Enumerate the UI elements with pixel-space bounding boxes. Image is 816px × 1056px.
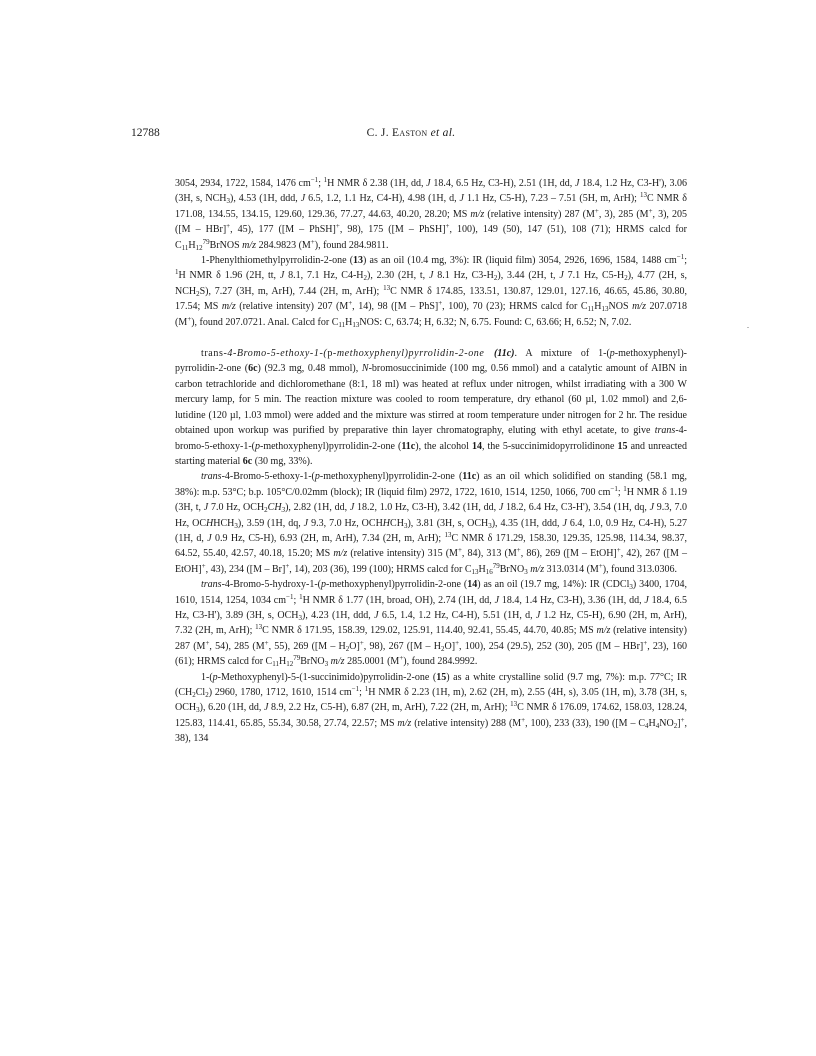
running-head xyxy=(131,127,691,143)
text-run: C NMR δ 176.09, 174.62, 158.03, 128.24, 125.83, 114.41, 65.85, 55.34, 30.58, 27.74, 22.57; MS xyxy=(175,702,687,729)
text-run: H NMR δ 1.19 (3H, t, xyxy=(175,486,687,514)
text-run: 1-( xyxy=(201,671,213,683)
text-run: 13 xyxy=(255,623,263,632)
text-run: (relative intensity) 287 (M xyxy=(484,208,595,220)
text-run: 13 xyxy=(352,320,360,329)
text-run: HCH xyxy=(213,517,235,529)
text-run: , 100), 70 (23); HRMS calcd for C xyxy=(442,301,588,313)
text-run: + xyxy=(226,222,231,231)
text-run: 15 xyxy=(617,440,628,452)
text-run: ), 4.53 (1H, ddd, xyxy=(229,193,301,205)
text-run: H xyxy=(648,717,656,729)
text-run: 18.4, 1.2 Hz, C3-H'), 3.06 (3H, s, NCH xyxy=(175,178,687,205)
author-initials: C. J. xyxy=(366,127,393,139)
text-run: N xyxy=(361,363,369,375)
text-run: 18.4, 1.4 Hz, C3-H), 3.36 (1H, dd, xyxy=(499,594,645,606)
text-run: , 100), 149 (50), 147 (51), 108 (71); HRMS calcd for C xyxy=(175,224,688,251)
text-run: ; xyxy=(617,486,624,498)
text-run: + xyxy=(521,715,526,724)
text-run: trans xyxy=(201,348,224,360)
text-run: 285.0001 (M xyxy=(344,656,400,668)
text-run: + xyxy=(187,314,192,323)
paragraph-experimental-11c xyxy=(175,346,687,469)
text-run: ), 4.77 (2H, s, NCH xyxy=(175,270,687,297)
text-run: 13 xyxy=(639,191,647,200)
text-run: + xyxy=(445,222,450,231)
text-run: 4 xyxy=(655,721,660,730)
text-run: + xyxy=(359,638,364,647)
running-head-author xyxy=(131,127,691,139)
text-run: 2 xyxy=(345,644,350,653)
text-run: Cl xyxy=(195,687,206,698)
text-run: NOS: C, 63.74; H, 6.32; N, 6.75. Found: C, 63.66; H, 6.52; N, 7.02. xyxy=(359,316,632,328)
text-run: 284.9823 (M xyxy=(256,239,311,251)
text-run: 18.4, 6.5 Hz, C3-H), 2.51 (1H, dd, xyxy=(430,178,576,189)
text-run: m/z xyxy=(632,301,646,313)
text-run: + xyxy=(594,206,599,215)
text-run: 18.2, 6.4 Hz, C3-H'), 3.54 (1H, dq, xyxy=(503,502,650,514)
text-run: J xyxy=(349,502,355,514)
text-run: C NMR δ 174.85, 133.51, 130.87, 129.01, 127.16, 46.65, 45.86, 30.80, 17.54; MS xyxy=(175,285,687,313)
text-run: + xyxy=(455,638,460,647)
text-run: -4-Bromo-5-ethoxy-1-( xyxy=(221,471,315,483)
text-run: + xyxy=(335,222,340,231)
text-run: trans xyxy=(201,579,222,591)
text-run: 7.0 Hz, OCH xyxy=(208,502,265,514)
text-run: H xyxy=(278,656,287,668)
text-run: ) as an oil (10.4 mg, 3%): IR (liquid film) 3054, 2926, 1696, 1584, 1488 cm xyxy=(363,255,677,267)
text-run: J xyxy=(426,178,431,189)
text-run: 18.4, 6.5 Hz, C3-H'), 3.89 (3H, s, OCH xyxy=(175,594,687,621)
text-run: 14 xyxy=(467,579,478,591)
text-run: (30 mg, 33%). xyxy=(252,455,313,467)
text-run: 13 xyxy=(510,700,518,709)
text-run: ) as an oil (19.7 mg, 14%): IR (CDCl xyxy=(477,579,630,591)
text-run: , 3), 205 ([M – HBr] xyxy=(175,208,687,236)
text-run: 16 xyxy=(485,567,493,576)
text-run: , 14), 203 (36), 199 (100); HRMS calcd for C xyxy=(289,563,472,575)
text-run: 3 xyxy=(281,506,286,515)
text-run: H NMR δ 2.23 (1H, m), 2.62 (2H, m), 2.55 (4H, s), 3.05 (1H, m), 3.78 (3H, s, OCH xyxy=(175,687,688,714)
text-run: 2 xyxy=(192,691,196,699)
text-run: 1 xyxy=(623,484,627,493)
text-run: 13 xyxy=(444,530,452,539)
margin-mark xyxy=(747,327,749,328)
text-run: 2 xyxy=(264,506,268,515)
text-run: J xyxy=(562,517,567,529)
text-run: (relative intensity) 315 (M xyxy=(347,548,458,560)
text-run: and unreacted starting material xyxy=(175,440,687,467)
text-run: 2 xyxy=(196,289,200,298)
text-run: 79 xyxy=(202,237,210,246)
text-run: 3 xyxy=(629,583,633,592)
text-run: , the 5-succinimidopyrrolidinone xyxy=(481,440,618,452)
text-run: J xyxy=(649,502,655,514)
text-run: 11c xyxy=(462,471,477,483)
text-run: , 45), 177 ([M – PhSH] xyxy=(230,224,336,236)
paragraph-compound-14-data xyxy=(175,577,687,669)
text-run: p xyxy=(254,440,260,452)
text-run: H NMR δ 1.96 (2H, tt, xyxy=(178,270,280,282)
text-run: S), 7.27 (3H, m, ArH), 7.44 (2H, m, ArH); xyxy=(199,285,384,297)
text-run: 12 xyxy=(195,243,203,252)
text-run: 6c xyxy=(248,363,258,375)
text-run: -4-Bromo-5-ethoxy-1-( xyxy=(223,348,328,360)
text-run: 11 xyxy=(181,243,189,252)
text-run: + xyxy=(399,654,404,663)
text-run: 8.1, 7.1 Hz, C4-H xyxy=(284,270,364,282)
text-run: -4-Bromo-5-hydroxy-1-( xyxy=(221,579,321,591)
text-run: 79 xyxy=(293,654,301,663)
text-run: 11 xyxy=(272,660,279,669)
text-run: 3 xyxy=(234,521,238,530)
text-run: J xyxy=(498,502,504,514)
text-run: 1.1 Hz, C5-H), 7.23 – 7.51 (5H, m, ArH); xyxy=(463,193,640,205)
text-run: . A mixture of 1-( xyxy=(514,348,610,360)
text-run: (relative intensity) 207 (M xyxy=(235,301,349,313)
text-run: 4 xyxy=(645,721,649,730)
text-run: + xyxy=(348,299,353,308)
text-run: ) 3400, 1704, 1610, 1514, 1254, 1034 cm xyxy=(175,579,688,606)
text-run: J xyxy=(374,609,379,621)
author-surname: Easton xyxy=(392,127,428,139)
text-run: 3 xyxy=(488,521,492,530)
text-run: , 100), 233 (33), 190 ([M – C xyxy=(525,717,646,729)
text-run: , 14), 98 ([M – PhS] xyxy=(352,301,439,313)
text-run: p xyxy=(320,579,326,591)
text-run: C NMR δ 171.29, 158.30, 129.35, 125.98, 114.34, 98.37, 64.52, 55.40, 42.57, 40.18, 15.20; MS xyxy=(175,532,687,560)
text-run: p xyxy=(327,348,333,360)
text-run: C NMR δ 171.08, 134.55, 134.15, 129.60, 129.36, 77.27, 44.63, 40.20, 28.20; MS xyxy=(175,193,688,220)
text-run: ), 3.44 (2H, t, xyxy=(497,270,560,282)
text-run: H xyxy=(345,316,353,328)
text-run: 8.1 Hz, C3-H xyxy=(433,270,494,282)
text-run: ), 4.23 (1H, ddd, xyxy=(302,609,375,621)
text-run: ), found 313.0306. xyxy=(602,563,677,575)
text-run: −1 xyxy=(310,176,319,184)
text-run: 3054, 2934, 1722, 1584, 1476 cm xyxy=(175,178,311,189)
text-run: 11 xyxy=(338,320,346,329)
text-run: , 86), 269 ([M – EtOH] xyxy=(520,548,617,560)
text-run: H xyxy=(188,239,196,251)
text-run: 13 xyxy=(353,255,364,267)
text-run: J xyxy=(203,502,209,514)
text-run: 1-Phenylthiomethylpyrrolidin-2-one ( xyxy=(201,255,354,267)
text-run: J xyxy=(279,270,285,282)
text-run: (relative intensity) 287 (M xyxy=(175,625,687,652)
text-run: , 98), 267 ([M – H xyxy=(363,640,441,652)
text-run: m/z xyxy=(242,239,257,251)
text-run: J xyxy=(300,193,306,205)
text-run: J xyxy=(644,594,649,606)
text-run: , 42), 267 ([M – EtOH] xyxy=(175,548,687,575)
text-run: 13 xyxy=(601,305,609,314)
text-run: 11 xyxy=(587,305,595,314)
text-run: 2 xyxy=(493,274,498,283)
text-run: C NMR δ 171.95, 158.39, 129.02, 125.91, 114.40, 92.41, 55.45, 44.70, 40.85; MS xyxy=(262,625,597,637)
text-run: 1 xyxy=(299,592,303,601)
text-run: J xyxy=(429,270,434,282)
text-run: 6c xyxy=(242,455,253,467)
text-run: ), the alcohol xyxy=(415,440,472,452)
text-run: 207.0718 (M xyxy=(175,301,688,328)
text-run: ), 3.81 (3H, s, OCH xyxy=(407,517,489,529)
paragraph-compound-11c-data xyxy=(175,469,687,577)
text-run: p xyxy=(212,671,218,683)
text-run: CH xyxy=(267,502,282,514)
text-run: 79 xyxy=(492,561,500,570)
text-run: m/z xyxy=(397,717,412,729)
article-body xyxy=(175,176,687,747)
text-run: m/z xyxy=(530,563,545,575)
text-run: 1 xyxy=(175,268,179,277)
text-run: p xyxy=(609,348,615,360)
text-run: ), 3.59 (1H, dq, xyxy=(237,517,304,529)
text-run: ), found 284.9992. xyxy=(403,656,478,668)
text-run: NOS xyxy=(608,301,633,313)
text-run: + xyxy=(438,299,443,308)
text-run: , 98), 175 ([M – PhSH] xyxy=(339,224,446,236)
text-run: + xyxy=(285,561,290,570)
text-run: 18.2, 1.0 Hz, C3-H), 3.42 (1H, dd, xyxy=(354,502,499,514)
text-run: 15 xyxy=(436,671,447,683)
text-run: + xyxy=(310,237,315,246)
text-run: -methoxyphenyl)-pyrrolidin-2-one ( xyxy=(175,348,687,375)
text-run: ; xyxy=(359,687,365,698)
text-run: , 100), 254 (29.5), 252 (30), 205 ([M – HBr] xyxy=(459,640,644,652)
text-run: 2 xyxy=(205,691,209,699)
text-run: -methoxyphenyl)pyrrolidin-2-one ( xyxy=(325,579,468,591)
text-run: H NMR δ 2.38 (1H, dd, xyxy=(327,178,427,189)
text-run: (11c) xyxy=(493,348,515,360)
text-run: ; xyxy=(293,594,300,606)
text-run: + xyxy=(680,715,685,724)
text-run: 1 xyxy=(364,685,369,693)
text-run: ) (92.3 mg, 0.48 mmol), xyxy=(257,363,362,375)
text-run: ) as a white crystalline solid (9.7 mg, 7%): m.p. 77°C; IR (CH xyxy=(175,671,687,698)
paragraph-compound-15-data xyxy=(175,670,687,747)
text-run: J xyxy=(459,193,464,205)
paragraph-bromo-methyl-data xyxy=(175,176,687,253)
text-run: 7.1 Hz, C5-H xyxy=(563,270,625,282)
text-run: 1 xyxy=(323,176,328,184)
text-run: ] xyxy=(677,717,681,729)
text-run: 2 xyxy=(624,274,628,283)
text-run: 3 xyxy=(226,197,230,206)
text-run: H NMR δ 1.77 (1H, broad, OH), 2.74 (1H, dd, xyxy=(302,594,495,606)
text-run: J xyxy=(494,594,500,606)
text-run: -methoxyphenyl)pyrrolidin-2-one ( xyxy=(259,440,402,452)
text-run: NO xyxy=(659,717,674,729)
text-run: −1 xyxy=(610,484,618,493)
text-run: + xyxy=(264,638,269,647)
text-run: J xyxy=(575,178,580,189)
text-run: H xyxy=(478,563,486,575)
text-run: m/z xyxy=(596,625,611,637)
author-etal: et al. xyxy=(427,127,456,139)
text-run: p xyxy=(314,471,320,483)
text-run: -methoxyphenyl)pyrrolidin-2-one ( xyxy=(319,471,463,483)
text-run: 9.3, 7.0 Hz, OCH xyxy=(308,517,383,529)
text-run: , 55), 269 ([M – H xyxy=(268,640,346,652)
text-run: 3 xyxy=(298,613,303,622)
text-run: , 3), 285 (M xyxy=(598,208,649,220)
text-run: ), found 207.0721. Anal. Calcd for C xyxy=(191,316,339,328)
text-run: 313.0314 (M xyxy=(544,563,599,575)
text-run: O] xyxy=(349,640,360,652)
text-run: −1 xyxy=(351,685,360,693)
text-run: J xyxy=(303,517,309,529)
text-run: + xyxy=(616,546,621,555)
text-run: 6.4, 1.0, 0.9 Hz, C4-H), 5.27 (1H, d, xyxy=(175,517,687,544)
text-run: , 38), 134 xyxy=(175,717,687,745)
text-run: -4-bromo-5-ethoxy-1-( xyxy=(175,425,687,452)
text-run: −1 xyxy=(286,592,294,601)
text-run: 2 xyxy=(363,274,368,283)
text-run: ; xyxy=(318,178,324,189)
text-run: + xyxy=(457,546,462,555)
text-run: CH xyxy=(390,517,404,529)
text-run: ) as an oil which solidified on standing (58.1 mg, 38%): m.p. 53°C; b.p. 105°C/0.02mm (block); IR (liquid film) 2972, 1722, 1610, 1514, 1250, 1066, 700 cm xyxy=(175,471,687,498)
text-run: , 84), 313 (M xyxy=(461,548,517,560)
text-run: + xyxy=(643,638,648,647)
text-run: BrNO xyxy=(300,656,325,668)
text-run: m/z xyxy=(470,208,485,220)
text-run: ; xyxy=(684,255,687,267)
text-run: ), found 284.9811. xyxy=(314,239,389,251)
text-run: + xyxy=(598,561,603,570)
text-run: m/z xyxy=(221,301,236,313)
text-run: ), 4.35 (1H, ddd, xyxy=(491,517,563,529)
text-run: J xyxy=(263,702,269,714)
text-run: 8.9, 2.2 Hz, C5-H), 6.87 (2H, m, ArH), 7.22 (2H, m, ArH); xyxy=(268,702,511,714)
text-run: J xyxy=(535,609,541,621)
text-run: H xyxy=(594,301,602,313)
text-run: 13 xyxy=(383,283,391,292)
text-run: m/z xyxy=(330,656,345,668)
text-run: , 54), 285 (M xyxy=(209,640,265,652)
text-run: 11c xyxy=(401,440,416,452)
text-run: -bromosuccinimide (100 mg, 0.56 mmol) and a catalytic amount of AIBN in carbon tetrachloride and dichloromethane (8:1, 18 ml) was heated at reflux under nitrogen, whilst irradiating with a 300 W mercury lamp, for 5 min. The reaction mixture was cooled to room temperature, dry ethanol (60 µl, 1.02 mmol) and 2,6-lutidine (120 µl, 1.03 mmol) were added and the mixture was stirred at room temperature under nitrogen for 2 hr. The residue obtained upon workup was purified by preparative thin layer chromatography, eluting with ethyl acetate, to give xyxy=(175,363,687,437)
text-run: 3 xyxy=(196,706,200,715)
text-run: ), 6.20 (1H, dd, xyxy=(199,702,264,714)
text-run: -methoxyphenyl)pyrrolidin-2-one xyxy=(332,348,494,360)
text-run: 0.9 Hz, C5-H), 6.93 (2H, m, ArH), 7.34 (2H, m, ArH); xyxy=(211,532,445,544)
text-run: 12 xyxy=(286,660,294,669)
text-run: + xyxy=(205,638,210,647)
text-run: −1 xyxy=(676,253,685,262)
page-number: 12788 xyxy=(131,127,160,139)
text-run: , 43), 234 ([M – Br] xyxy=(205,563,286,575)
text-run: 14 xyxy=(471,440,482,452)
text-run: trans xyxy=(654,425,676,437)
text-run: 6.5, 1.4, 1.2 Hz, C4-H), 5.51 (1H, d, xyxy=(378,609,536,621)
text-run: 2 xyxy=(441,644,445,653)
text-run: (relative intensity) 288 (M xyxy=(411,717,522,729)
text-run: 6.5, 1.2, 1.1 Hz, C4-H), 4.98 (1H, d, xyxy=(305,193,460,205)
text-run: J xyxy=(207,532,212,544)
text-run: 13 xyxy=(471,567,479,576)
paragraph-compound-13 xyxy=(175,253,687,330)
text-run: , 23), 160 (61); HRMS calcd for C xyxy=(175,640,687,668)
text-run: trans xyxy=(201,471,222,483)
text-run: J xyxy=(559,270,564,282)
text-run: H xyxy=(206,517,214,529)
text-run: BrNOS xyxy=(209,239,243,251)
text-run: 2 xyxy=(673,721,678,730)
text-run: ), 2.82 (1H, dd, xyxy=(285,502,350,514)
text-run: 3 xyxy=(524,567,528,576)
text-run: O] xyxy=(444,640,456,652)
text-run: + xyxy=(201,561,206,570)
text-run: 3 xyxy=(324,660,329,669)
text-run: -Methoxyphenyl)-5-(1-succinimido)pyrrolidin-2-one ( xyxy=(217,671,437,683)
text-run: + xyxy=(648,206,653,215)
text-run: 9.3, 7.0 Hz, OC xyxy=(175,502,688,529)
text-run: + xyxy=(516,546,521,555)
text-run: ), 2.30 (2H, t, xyxy=(367,270,430,282)
text-run: H xyxy=(382,517,391,529)
text-run: 1.2 Hz, C5-H), 6.90 (2H, m, ArH), 7.32 (2H, m, ArH); xyxy=(175,609,688,637)
text-run: ) 2960, 1780, 1712, 1610, 1514 cm xyxy=(208,687,352,698)
text-run: BrNO xyxy=(499,563,525,575)
text-run: 3 xyxy=(403,521,408,530)
text-run: m/z xyxy=(333,548,348,560)
